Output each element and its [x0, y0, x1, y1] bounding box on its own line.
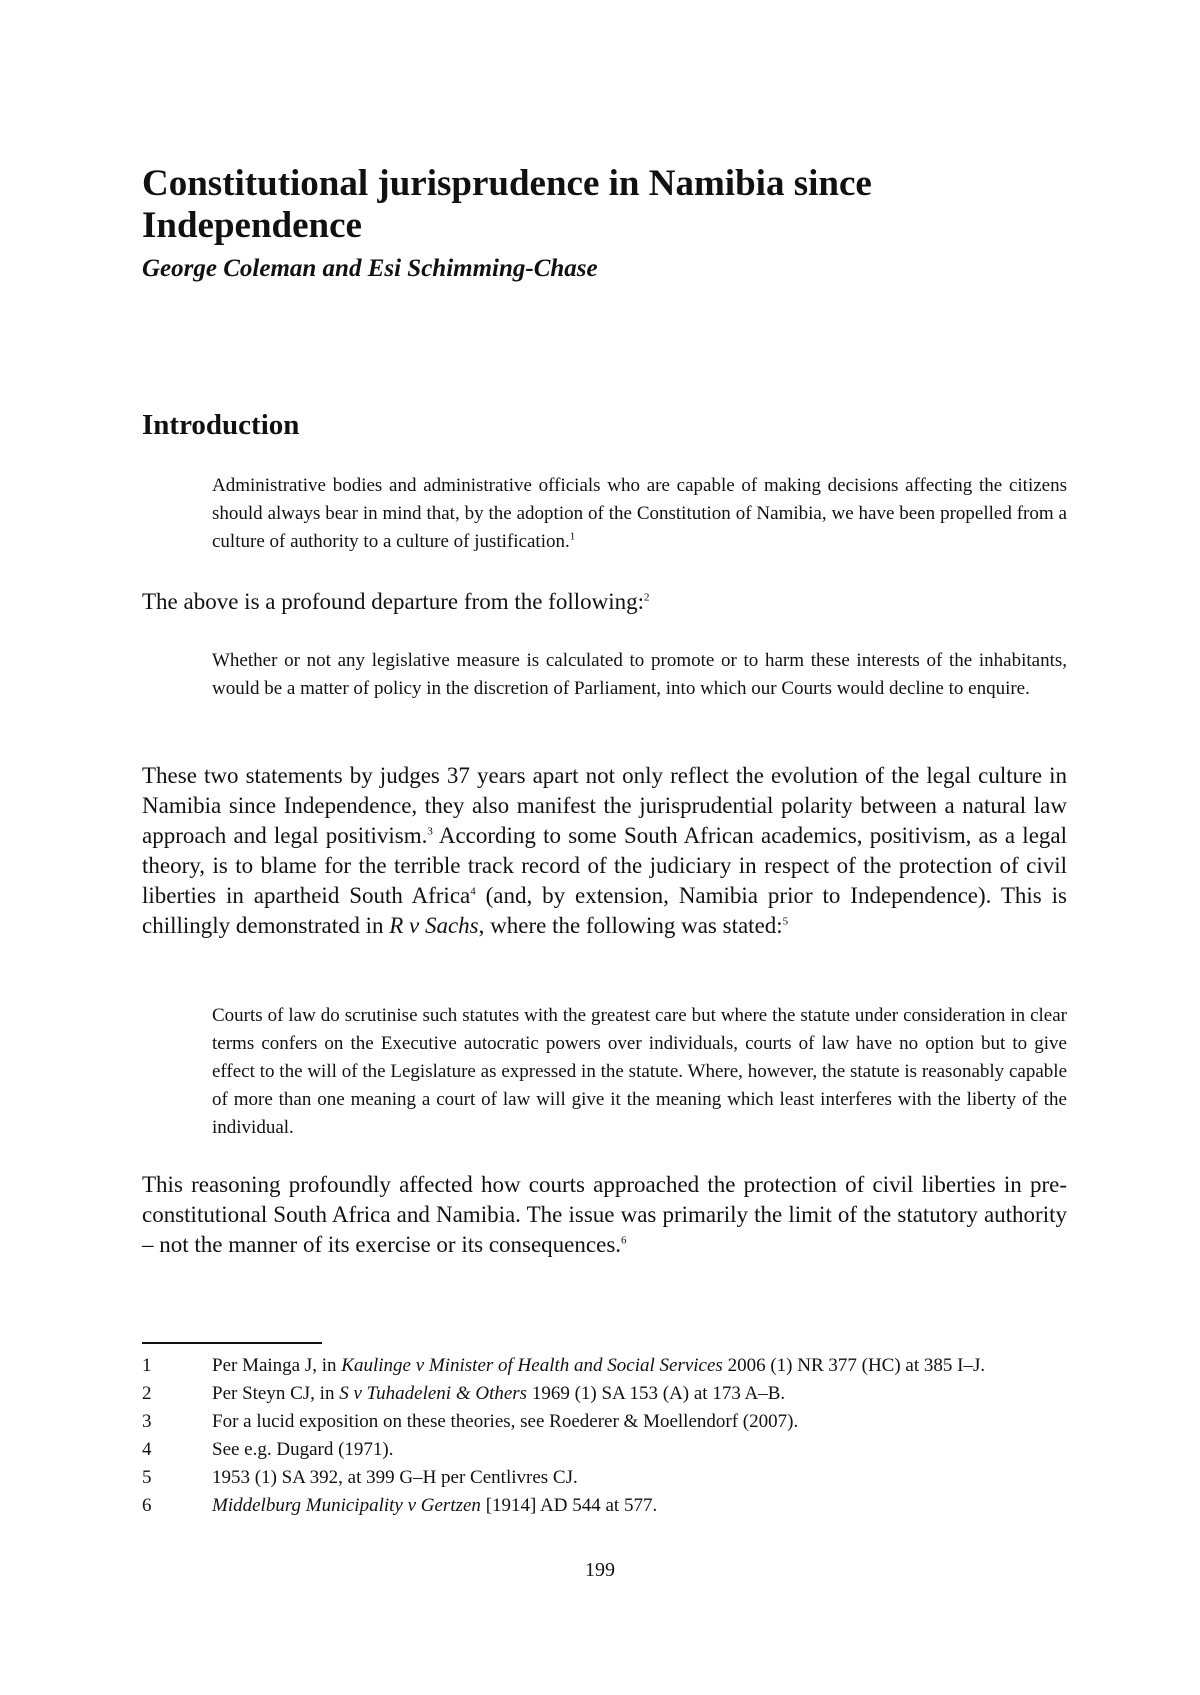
block-quote-1 — [212, 472, 1067, 556]
footnote-text-part: Per Steyn CJ, in — [212, 1383, 340, 1404]
footnote-text — [212, 1464, 1067, 1492]
footnote-text-part: 1969 (1) SA 153 (A) at 173 A–B. — [527, 1383, 786, 1404]
footnote-number: 1 — [142, 1355, 152, 1376]
footnote-text — [212, 1492, 1067, 1520]
footnote-text-part: For a lucid exposition on these theories, see Roederer & Moellendorf (2007). — [212, 1411, 799, 1432]
footnote-item — [142, 1492, 1067, 1520]
case-name: R v Sachs — [389, 913, 479, 938]
footnote-ref[interactable]: 1 — [569, 530, 576, 543]
footnote-ref[interactable]: 5 — [782, 915, 789, 928]
article-title: Constitutional jurisprudence in Namibia since Independence — [142, 163, 872, 246]
footnote-item — [142, 1408, 1067, 1436]
quote-text: Whether or not any legislative measure is calculated to promote or to harm these interests of the inhabitants, would be a matter of policy in the discretion of Parliament, into which our Courts would decline to enquire. — [212, 650, 1067, 699]
footnote-item — [142, 1464, 1067, 1492]
quote-text: Administrative bodies and administrative officials who are capable of making decisions affecting the citizens should always bear in mind that, by the adoption of the Constitution of Namibia, we have been propelled from a culture of authority to a culture of justification. — [212, 475, 1067, 552]
footnote-number: 4 — [142, 1439, 152, 1460]
paragraph-text: The above is a profound departure from the following: — [142, 589, 645, 614]
footnote-text — [212, 1436, 1067, 1464]
footnote-case-name: Kaulinge v Minister of Health and Social Services — [341, 1355, 723, 1376]
section-heading: Introduction — [142, 409, 300, 441]
footnote-item — [142, 1352, 1067, 1380]
footnote-ref[interactable]: 6 — [621, 1234, 627, 1247]
footnote-text-part: See e.g. Dugard (1971). — [212, 1439, 394, 1460]
footnote-text — [212, 1352, 1067, 1380]
paragraph-text: This reasoning profoundly affected how courts approached the protection of civil liberties in pre-constitutional South Africa and Namibia. The issue was primarily the limit of the statutory authority – not the manner of its exercise or its consequences. — [142, 1172, 1067, 1257]
article-authors: George Coleman and Esi Schimming-Chase — [142, 255, 598, 282]
paragraph-3 — [142, 1170, 1067, 1260]
footnote-divider — [142, 1342, 322, 1344]
footnotes-list — [142, 1352, 1067, 1520]
footnote-item — [142, 1436, 1067, 1464]
footnote-text-part: [1914] AD 544 at 577. — [480, 1495, 658, 1516]
footnote-number: 6 — [142, 1495, 152, 1516]
footnote-text-part: 1953 (1) SA 392, at 399 G–H per Centlivres CJ. — [212, 1467, 578, 1488]
footnote-case-name: Middelburg Municipality v Gertzen — [212, 1495, 481, 1516]
paragraph-1 — [142, 587, 1067, 617]
footnote-number: 2 — [142, 1383, 152, 1404]
footnote-case-name: S v Tuhadeleni & Others — [339, 1383, 528, 1404]
footnote-number: 3 — [142, 1411, 152, 1432]
footnote-text — [212, 1380, 1067, 1408]
page-number: 199 — [585, 1559, 615, 1581]
paragraph-text: According to some South African academics, positivism, as a legal theory, is to blame for the terrible track record of the judiciary in respect of the protection of civil liberties in apartheid South Africa — [142, 823, 1067, 908]
block-quote-3 — [212, 1002, 1067, 1142]
quote-text: Courts of law do scrutinise such statutes with the greatest care but where the statute under consideration in clear terms confers on the Executive autocratic powers over individuals, courts of law have no option but to give effect to the will of the Legislature as expressed in the statute. Where, however, the statute is reasonably capable of more than one meaning a court of law will give it the meaning which least interferes with the liberty of the individual. — [212, 1005, 1067, 1138]
footnote-ref[interactable]: 3 — [427, 825, 433, 838]
footnote-item — [142, 1380, 1067, 1408]
footnote-number: 5 — [142, 1467, 152, 1488]
paragraph-text: These two statements by judges 37 years apart not only reflect the evolution of the legal culture in Namibia since Independence, they also manifest the jurisprudential polarity between a natural law approach and legal positivism. — [142, 763, 1067, 848]
paragraph-text: , where the following was stated: — [478, 913, 783, 938]
paragraph-text: (and, by extension, Namibia prior to Independence). This is chillingly demonstrated in — [142, 883, 1067, 938]
footnote-ref[interactable]: 2 — [644, 591, 650, 604]
footnote-ref[interactable]: 4 — [470, 885, 476, 898]
block-quote-2 — [212, 647, 1067, 703]
footnote-text-part: Per Mainga J, in — [212, 1355, 342, 1376]
footnote-text — [212, 1408, 1067, 1436]
footnote-text-part: 2006 (1) NR 377 (HC) at 385 I–J. — [722, 1355, 986, 1376]
paragraph-2 — [142, 761, 1067, 941]
